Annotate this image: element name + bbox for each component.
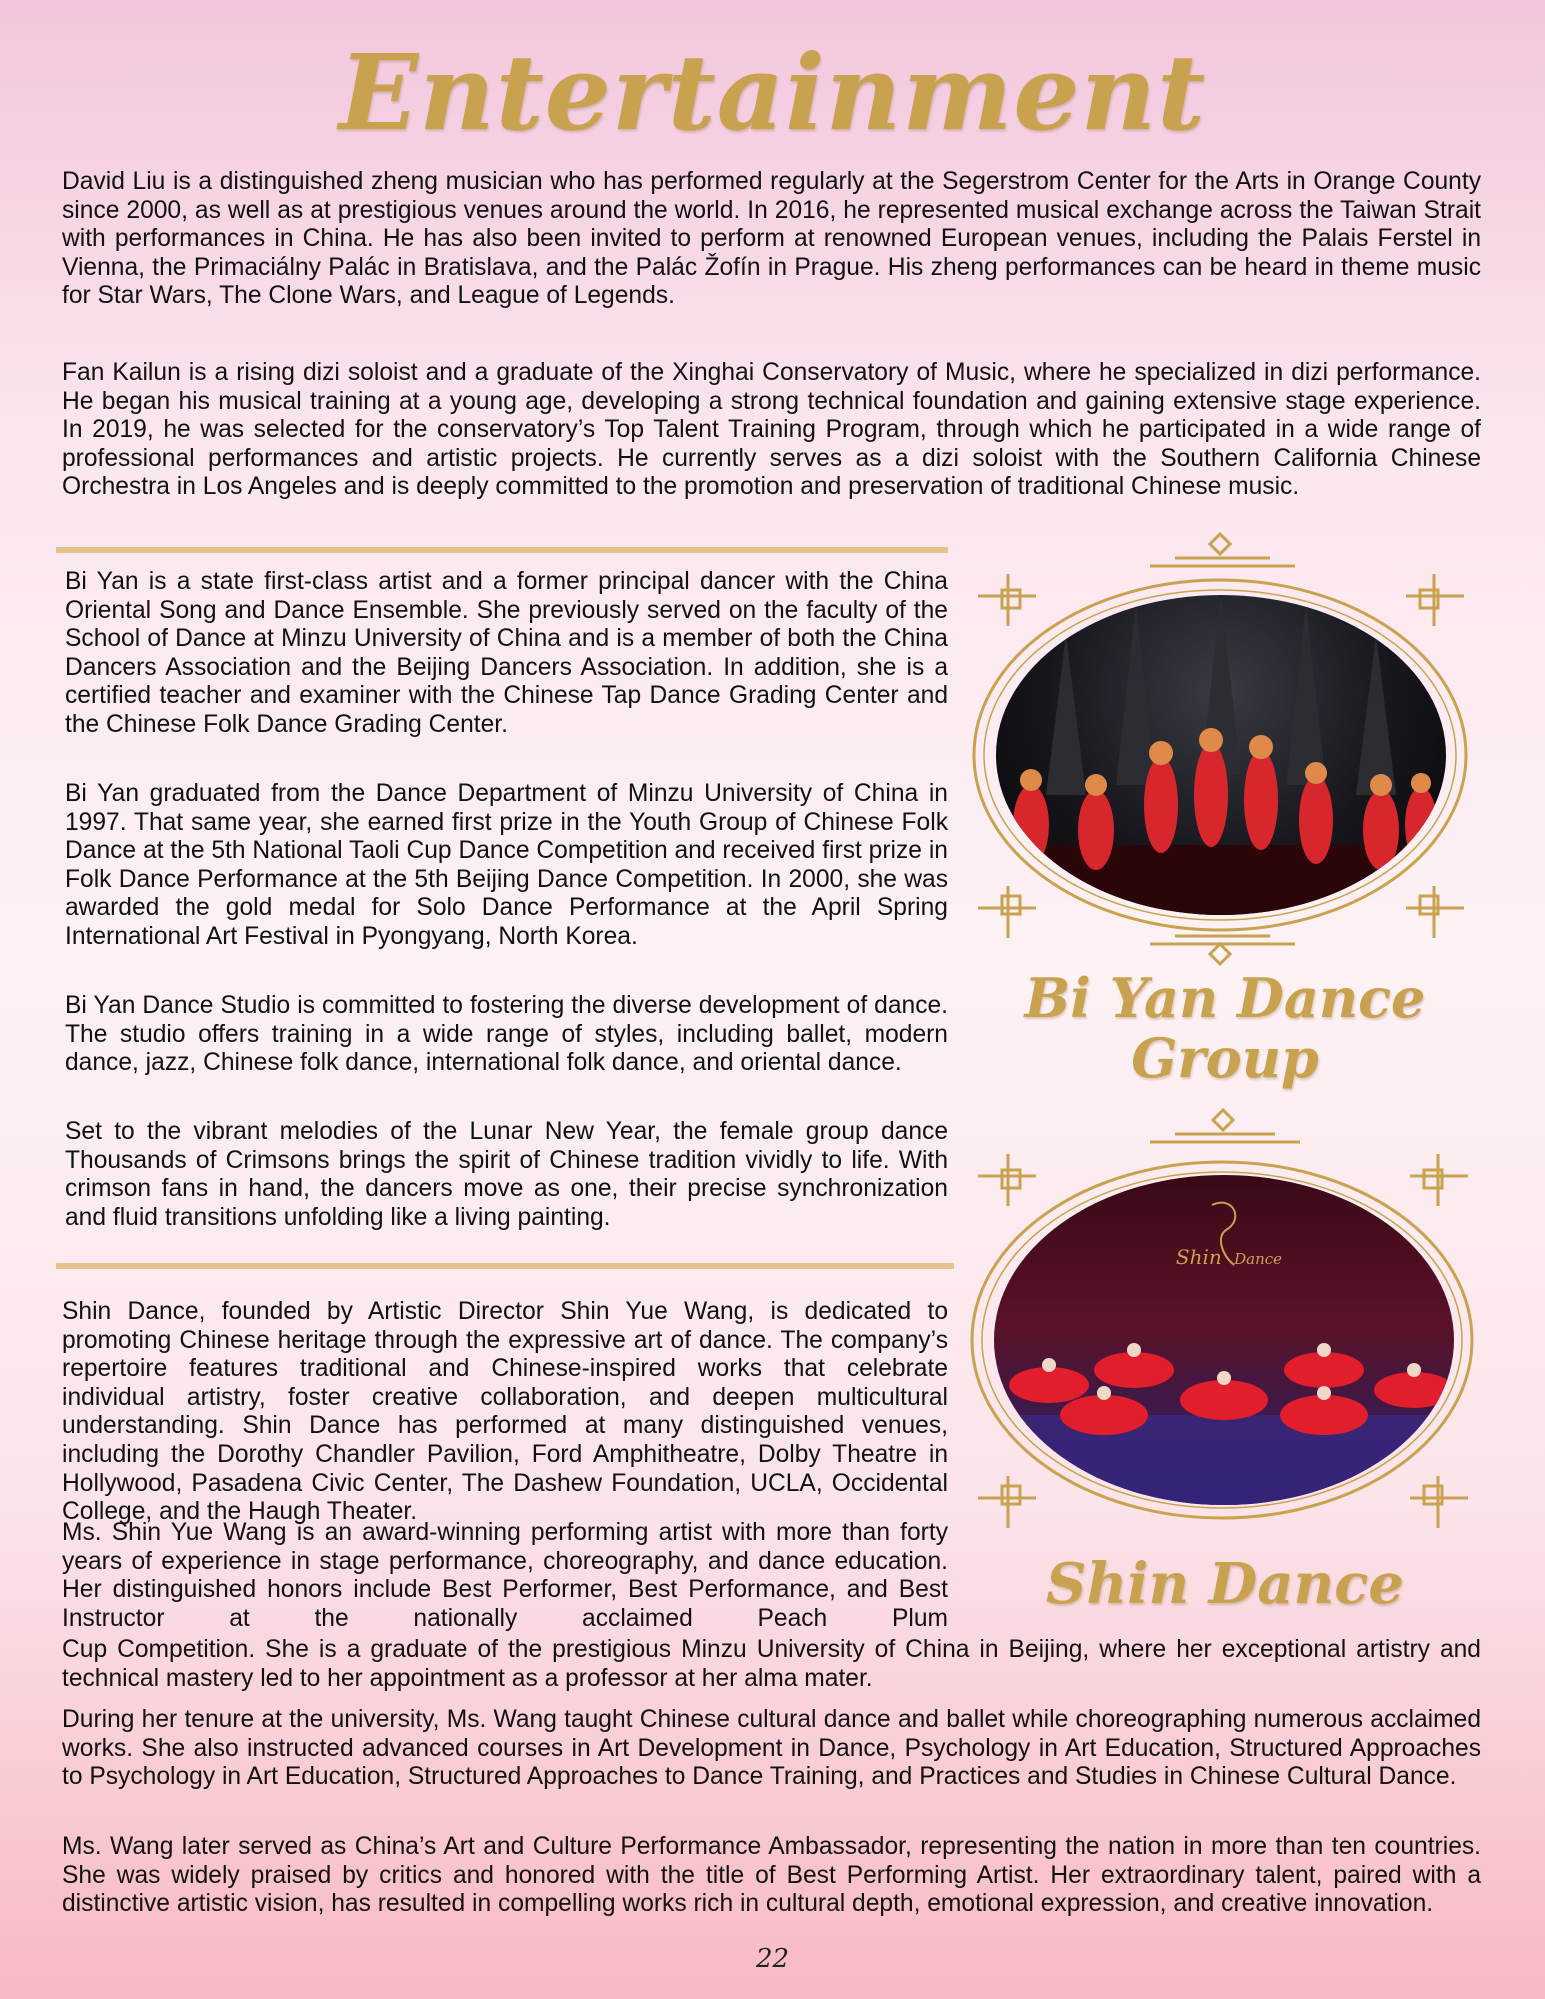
shin-paragraph-4: Ms. Wang later served as China’s Art and Culture Performance Ambassador, representing the nation in more than ten countries. She was widely praised by critics and honored with the title of Best Performing Artist. Her extraordinary talent, paired with a distinctive artistic vision, has resulted in compelling works rich in cultural depth, emotional expression, and creative innovation. <box>62 1833 1481 1918</box>
fan-kailun-paragraph: Fan Kailun is a rising dizi soloist and a graduate of the Xinghai Conservatory of Music, where he specialized in dizi performance. He began his musical training at a young age, developing a strong technical foundation and gaining extensive stage experience. In 2019, he was selected for the conservatory’s Top Talent Training Program, through which he participated in a wide range of professional performances and artistic projects. He currently serves as a dizi soloist with the Southern California Chinese Orchestra in Los Angeles and is deeply committed to the promotion and preservation of traditional Chinese music. <box>62 359 1481 501</box>
biyan-dance-photo <box>996 595 1446 915</box>
shin-paragraph-2b: Cup Competition. She is a graduate of the prestigious Minzu University of China in Beijing, where her exceptional artistry and technical mastery led to her appointment as a professor at her alma mater. <box>62 1636 1481 1692</box>
shin-logo-word-1: Shin <box>1175 1245 1222 1269</box>
biyan-paragraph-4: Set to the vibrant melodies of the Lunar New Year, the female group dance Thousands of Crimsons brings the spirit of Chinese tradition vividly to life. With crimson fans in hand, the dancers move as one, their precise synchronization and fluid transitions unfolding like a living painting. <box>65 1118 948 1231</box>
shin-logo-text <box>1164 1245 1294 1269</box>
section-divider-shin <box>56 1263 954 1269</box>
shin-paragraph-1: Shin Dance, founded by Artistic Director Shin Yue Wang, is dedicated to promoting Chinese heritage through the expressive art of dance. The company’s repertoire features traditional and Chinese-inspired works that celebrate individual artistry, foster creative collaboration, and deepen multicultural understanding. Shin Dance has performed at many distinguished venues, including the Dorothy Chandler Pavilion, Ford Amphitheatre, Dolby Theatre in Hollywood, Pasadena Civic Center, The Dashew Foundation, UCLA, Occidental College, and the Haugh Theater. <box>62 1298 948 1526</box>
shin-group-title: Shin Dance <box>1046 1551 1404 1617</box>
david-liu-paragraph: David Liu is a distinguished zheng musician who has performed regularly at the Segerstrom Center for the Arts in Orange County since 2000, as well as at prestigious venues around the world. In 2016, he represented musical exchange across the Taiwan Strait with performances in China. He has also been invited to perform at renowned European venues, including the Palais Ferstel in Vienna, the Primaciálny Palác in Bratislava, and the Palác Žofín in Prague. His zheng performances can be heard in theme music for Star Wars, The Clone Wars, and League of Legends. <box>62 168 1481 310</box>
biyan-paragraph-2: Bi Yan graduated from the Dance Department of Minzu University of China in 1997. That same year, she earned first prize in the Youth Group of Chinese Folk Dance at the 5th National Taoli Cup Dance Competition and received first prize in Folk Dance Performance at the 5th Beijing Dance Competition. In 2000, she was awarded the gold medal for Solo Dance Performance at the April Spring International Art Festival in Pyongyang, North Korea. <box>65 780 948 950</box>
shin-paragraph-3: During her tenure at the university, Ms. Wang taught Chinese cultural dance and ballet while choreographing numerous acclaimed works. She also instructed advanced courses in Art Development in Dance, Psychology in Art Education, Structured Approaches to Psychology in Art Education, Structured Approaches to Dance Training, and Practices and Studies in Chinese Cultural Dance. <box>62 1706 1481 1791</box>
biyan-paragraph-1: Bi Yan is a state first-class artist and a former principal dancer with the China Oriental Song and Dance Ensemble. She previously served on the faculty of the School of Dance at Minzu University of China and is a member of both the China Dancers Association and the Beijing Dancers Association. In addition, she is a certified teacher and examiner with the Chinese Tap Dance Grading Center and the Chinese Folk Dance Grading Center. <box>65 568 948 738</box>
page-title: Entertainment <box>338 31 1207 154</box>
shin-paragraph-2a: Ms. Shin Yue Wang is an award-winning performing artist with more than forty years of experience in stage performance, choreography, and dance education. Her distinguished honors include Best Performer, Best Performance, and Best Instructor at the nationally acclaimed Peach Plum <box>62 1519 948 1632</box>
biyan-paragraph-3: Bi Yan Dance Studio is committed to fostering the diverse development of dance. The studio offers training in a wide range of styles, including ballet, modern dance, jazz, Chinese folk dance, international folk dance, and oriental dance. <box>65 992 948 1077</box>
biyan-group-title: Bi Yan Dance Group <box>1024 966 1426 1090</box>
page-number: 22 <box>755 1944 790 1974</box>
section-divider-biyan <box>56 547 948 553</box>
shin-dance-photo <box>994 1175 1454 1505</box>
shin-logo-word-2: Dance <box>1234 1250 1283 1268</box>
